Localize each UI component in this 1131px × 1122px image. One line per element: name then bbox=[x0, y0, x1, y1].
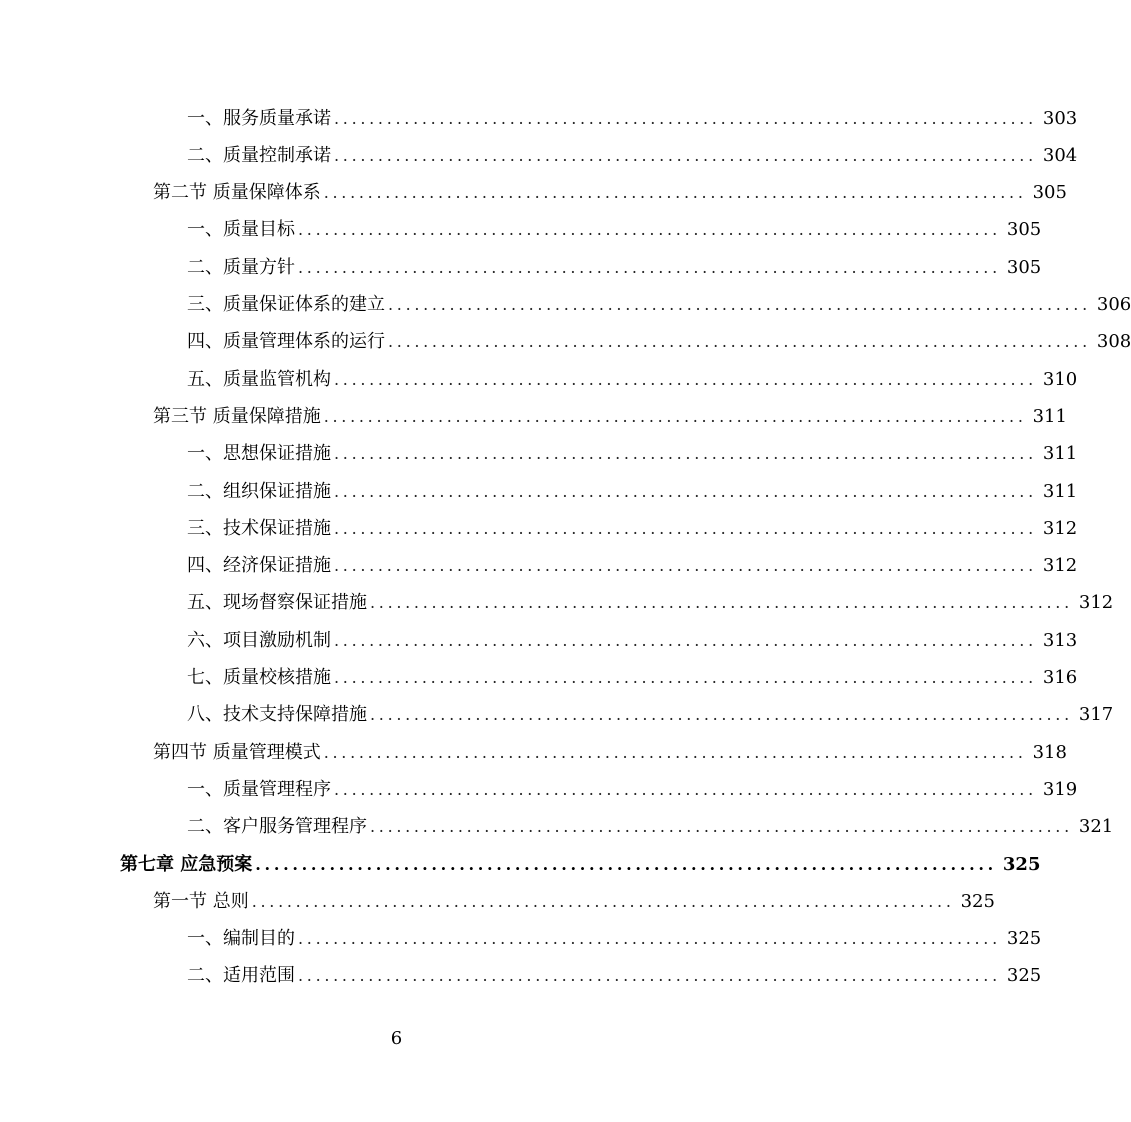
toc-entry-title: 二、组织保证措施 bbox=[187, 480, 331, 502]
toc-entry[interactable] bbox=[187, 921, 1042, 958]
toc-dot-leader: ................................................................................ bbox=[370, 817, 1073, 837]
toc-entry-page: 303 bbox=[1042, 107, 1078, 129]
toc-entry-page: 305 bbox=[1006, 219, 1042, 241]
toc-entry-title: 五、质量监管机构 bbox=[187, 368, 331, 390]
toc-entry[interactable] bbox=[187, 137, 1078, 174]
toc-entry-title: 二、客户服务管理程序 bbox=[187, 816, 367, 838]
toc-entry-page: 316 bbox=[1042, 667, 1078, 688]
toc-dot-leader: ................................................................................ bbox=[298, 257, 1001, 277]
toc-entry-page: 311 bbox=[1032, 405, 1067, 427]
toc-entry-title: 第七章 应急预案 bbox=[120, 853, 253, 875]
toc-entry-title: 七、质量校核措施 bbox=[187, 667, 331, 688]
toc-entry[interactable] bbox=[153, 883, 995, 920]
toc-entry-title: 四、经济保证措施 bbox=[187, 555, 331, 577]
toc-entry[interactable] bbox=[187, 622, 1078, 659]
toc-entry-title: 一、服务质量承诺 bbox=[187, 107, 331, 129]
toc-entry-title: 第二节 质量保障体系 bbox=[153, 182, 321, 204]
toc-entry-title: 第四节 质量管理模式 bbox=[153, 741, 321, 763]
toc-entry-title: 二、质量控制承诺 bbox=[187, 144, 331, 166]
toc-dot-leader: ................................................................................ bbox=[323, 406, 1027, 426]
toc-entry[interactable] bbox=[187, 287, 1131, 324]
toc-dot-leader: ................................................................................ bbox=[298, 929, 1001, 949]
toc-entry-page: 305 bbox=[1006, 256, 1042, 278]
toc-entry[interactable] bbox=[153, 398, 1067, 435]
toc-entry-page: 306 bbox=[1096, 294, 1131, 315]
toc-entry-page: 325 bbox=[1002, 853, 1041, 875]
toc-entry-page: 318 bbox=[1032, 741, 1067, 763]
toc-dot-leader: ................................................................................ bbox=[334, 779, 1037, 799]
toc-dot-leader: ................................................................................ bbox=[334, 481, 1037, 501]
toc-dot-leader: ................................................................................ bbox=[255, 854, 997, 874]
toc-entry[interactable] bbox=[187, 324, 1131, 361]
toc-dot-leader: ................................................................................ bbox=[370, 705, 1073, 725]
toc-entry-title: 第三节 质量保障措施 bbox=[153, 405, 321, 427]
toc-entry-page: 313 bbox=[1042, 629, 1078, 651]
toc-entry[interactable] bbox=[187, 510, 1078, 547]
toc-entry-title: 六、项目激励机制 bbox=[187, 629, 331, 651]
toc-entry-page: 312 bbox=[1042, 555, 1078, 577]
toc-dot-leader: ................................................................................ bbox=[334, 668, 1037, 687]
page-number: 6 bbox=[390, 1028, 403, 1049]
toc-dot-leader: ................................................................................ bbox=[323, 183, 1027, 203]
toc-entry-page: 325 bbox=[1006, 928, 1042, 950]
toc-entry[interactable] bbox=[187, 809, 1114, 846]
toc-dot-leader: ................................................................................ bbox=[251, 891, 955, 911]
toc-entry-title: 五、现场督察保证措施 bbox=[187, 592, 367, 614]
toc-entry[interactable] bbox=[187, 548, 1078, 585]
toc-dot-leader: ................................................................................ bbox=[334, 444, 1037, 464]
toc-entry-page: 325 bbox=[1006, 965, 1042, 987]
toc-dot-leader: ................................................................................ bbox=[323, 742, 1027, 762]
toc-entry[interactable] bbox=[187, 958, 1042, 995]
toc-entry-page: 321 bbox=[1078, 816, 1114, 838]
toc-dot-leader: ................................................................................ bbox=[334, 108, 1037, 128]
toc-entry-title: 一、质量目标 bbox=[187, 219, 295, 241]
toc-entry[interactable] bbox=[120, 846, 1041, 883]
toc-entry[interactable] bbox=[187, 100, 1078, 137]
toc-entry-title: 一、质量管理程序 bbox=[187, 778, 331, 800]
toc-entry[interactable] bbox=[187, 585, 1114, 622]
toc-entry[interactable] bbox=[187, 212, 1042, 249]
toc-entry-page: 319 bbox=[1042, 778, 1078, 800]
toc-entry-title: 第一节 总则 bbox=[153, 890, 249, 912]
toc-entry[interactable] bbox=[153, 175, 1067, 212]
toc-dot-leader: ................................................................................ bbox=[298, 220, 1001, 240]
toc-entry[interactable] bbox=[187, 473, 1078, 510]
toc-entry-title: 三、质量保证体系的建立 bbox=[187, 294, 385, 315]
toc-entry-page: 310 bbox=[1042, 368, 1078, 390]
toc-entry-title: 二、质量方针 bbox=[187, 256, 295, 278]
toc-dot-leader: ................................................................................ bbox=[388, 332, 1091, 352]
toc-dot-leader: ................................................................................ bbox=[334, 556, 1037, 576]
toc-entry-title: 三、技术保证措施 bbox=[187, 517, 331, 539]
toc-entry-page: 311 bbox=[1042, 443, 1078, 465]
toc-dot-leader: ................................................................................ bbox=[370, 593, 1073, 613]
toc-entry-page: 312 bbox=[1078, 592, 1114, 614]
toc-entry-page: 325 bbox=[960, 890, 995, 912]
toc-entry-page: 305 bbox=[1032, 182, 1067, 204]
toc-entry-page: 317 bbox=[1078, 704, 1114, 726]
toc-entry-title: 二、适用范围 bbox=[187, 965, 295, 987]
toc-dot-leader: ................................................................................ bbox=[334, 630, 1037, 650]
toc-entry[interactable] bbox=[187, 361, 1078, 398]
toc-entry-page: 308 bbox=[1096, 331, 1131, 353]
toc-entry-title: 八、技术支持保障措施 bbox=[187, 704, 367, 726]
toc-dot-leader: ................................................................................ bbox=[334, 369, 1037, 389]
toc-entry-page: 312 bbox=[1042, 517, 1078, 539]
toc-dot-leader: ................................................................................ bbox=[298, 966, 1001, 986]
toc-entry-page: 304 bbox=[1042, 144, 1078, 166]
toc-entry-title: 一、思想保证措施 bbox=[187, 443, 331, 465]
toc-entry[interactable] bbox=[153, 734, 1067, 771]
toc-entry[interactable] bbox=[187, 697, 1114, 734]
toc-dot-leader: ................................................................................ bbox=[334, 518, 1037, 538]
toc-dot-leader: ................................................................................ bbox=[388, 295, 1091, 314]
toc-entry[interactable] bbox=[187, 249, 1042, 286]
toc-entry[interactable] bbox=[187, 660, 1078, 697]
toc-entry[interactable] bbox=[187, 771, 1078, 808]
toc-entry-title: 一、编制目的 bbox=[187, 928, 295, 950]
toc-entry-title: 四、质量管理体系的运行 bbox=[187, 331, 385, 353]
toc-entry[interactable] bbox=[187, 436, 1078, 473]
toc-entry-page: 311 bbox=[1042, 480, 1078, 502]
toc-dot-leader: ................................................................................ bbox=[334, 145, 1037, 165]
